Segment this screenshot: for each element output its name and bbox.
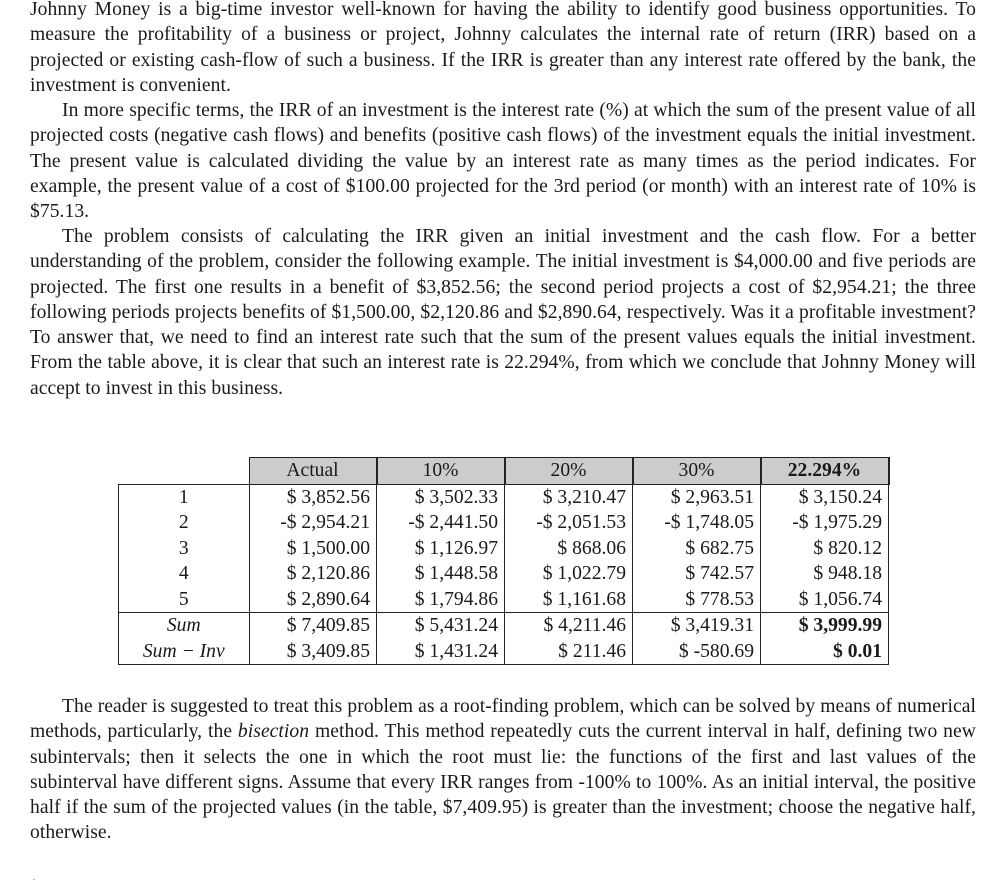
paragraph-intro: Johnny Money is a big-time investor well-known for having the ability to identify good business opportunities. To measure the profitability of a business or project, Johnny calculates the internal rate of return (IRR) based on a projected or existing cash-flow of such a business. If the IRR is greater than any interest rate offered by the bank, the investment is convenient. — [30, 0, 976, 96]
table-cell: $ 682.75 — [633, 536, 761, 562]
period-label: 3 — [119, 536, 250, 562]
table-cell: $ 4,211.46 — [505, 613, 633, 639]
table-cell-highlight: $ 3,999.99 — [761, 613, 889, 639]
header-20pct: 20% — [505, 458, 633, 485]
table-cell: $ 3,210.47 — [505, 484, 633, 510]
header-irr: 22.294% — [761, 458, 889, 485]
table-row — [119, 484, 889, 510]
period-label: 5 — [119, 587, 250, 613]
table-cell: -$ 2,954.21 — [249, 510, 377, 536]
table-cell: $ 1,022.79 — [505, 561, 633, 587]
table-cell: $ 3,409.85 — [249, 639, 377, 665]
header-actual: Actual — [249, 458, 377, 485]
table-cell: $ 1,126.97 — [377, 536, 505, 562]
table-cell: $ 3,852.56 — [249, 484, 377, 510]
period-label: 1 — [119, 484, 250, 510]
page-artifact — [33, 879, 35, 880]
table-corner — [119, 458, 250, 485]
table-cell: $ 3,150.24 — [761, 484, 889, 510]
table-cell: $ 1,161.68 — [505, 587, 633, 613]
table-row — [119, 561, 889, 587]
table-cell: $ 742.57 — [633, 561, 761, 587]
table-cell: $ 2,963.51 — [633, 484, 761, 510]
table-cell: $ 3,419.31 — [633, 613, 761, 639]
sum-minus-inv-row — [119, 639, 889, 665]
table-cell: $ 1,448.58 — [377, 561, 505, 587]
sum-label: Sum — [119, 613, 250, 639]
sum-row — [119, 613, 889, 639]
table-cell: -$ 1,748.05 — [633, 510, 761, 536]
table-cell: $ 820.12 — [761, 536, 889, 562]
paragraph-irr-definition: In more specific terms, the IRR of an investment is the interest rate (%) at which the sum of the present value of all projected costs (negative cash flows) and benefits (positive cash flows) of the investment equals the initial investment. The present value is calculated dividing the value by an interest rate as many times as the period indicates. For example, the present value of a cost of $100.00 projected for the 3rd period (or month) with an interest rate of 10% is $75.13. — [30, 100, 976, 223]
table-cell: $ 2,890.64 — [249, 587, 377, 613]
sum-minus-inv-label: Sum − Inv — [119, 639, 250, 665]
header-30pct: 30% — [633, 458, 761, 485]
table-cell: -$ 2,441.50 — [377, 510, 505, 536]
table-cell: $ -580.69 — [633, 639, 761, 665]
paragraph-problem-example: The problem consists of calculating the IRR given an initial investment and the cash flow. For a better understanding of the problem, consider the following example. The initial investment is $4,000.00 and five periods are projected. The first one results in a benefit of $3,852.56; the second period projects a cost of $2,954.21; the three following periods projects benefits of $1,500.00, $2,120.86 and $2,890.64, respectively. Was it a profitable investment? To answer that, we need to find an interest rate such that the sum of the present values equals the initial investment. From the table above, it is clear that such an interest rate is 22.294%, from which we conclude that Johnny Money will accept to invest in this business. — [30, 226, 976, 399]
table-cell: $ 2,120.86 — [249, 561, 377, 587]
table-cell: $ 211.46 — [505, 639, 633, 665]
header-10pct: 10% — [377, 458, 505, 485]
table-cell: $ 5,431.24 — [377, 613, 505, 639]
table-cell: -$ 2,051.53 — [505, 510, 633, 536]
table-cell: $ 1,794.86 — [377, 587, 505, 613]
table-row — [119, 510, 889, 536]
period-label: 4 — [119, 561, 250, 587]
paragraph-bisection-hint — [30, 694, 976, 846]
paragraph-text: The reader is suggested to treat this problem as a root-finding problem, which can be solved by means of numerical methods, particularly, the — [30, 696, 976, 743]
paragraph-text: method. This method repeatedly cuts the current interval in half, defining two new subintervals; then it selects the one in which the root must lie: the functions of the first and last values of the subinterval have different signs. Assume that every IRR ranges from -100% to 100%. As an initial interval, the positive half if the sum of the projected values (in the table, $7,409.95) is greater than the investment; choose the negative half, otherwise. — [30, 721, 976, 844]
emphasis-bisection: bisection — [237, 721, 310, 743]
table-cell: $ 1,056.74 — [761, 587, 889, 613]
table-cell: $ 3,502.33 — [377, 484, 505, 510]
table-cell: $ 7,409.85 — [249, 613, 377, 639]
table-cell: $ 868.06 — [505, 536, 633, 562]
table-cell: $ 1,431.24 — [377, 639, 505, 665]
table-cell: $ 948.18 — [761, 561, 889, 587]
irr-table — [118, 457, 890, 665]
table-cell-highlight: $ 0.01 — [761, 639, 889, 665]
period-label: 2 — [119, 510, 250, 536]
table-cell: -$ 1,975.29 — [761, 510, 889, 536]
table-cell: $ 1,500.00 — [249, 536, 377, 562]
table-cell: $ 778.53 — [633, 587, 761, 613]
table-row — [119, 587, 889, 613]
table-row — [119, 536, 889, 562]
table-header-row — [119, 458, 889, 485]
